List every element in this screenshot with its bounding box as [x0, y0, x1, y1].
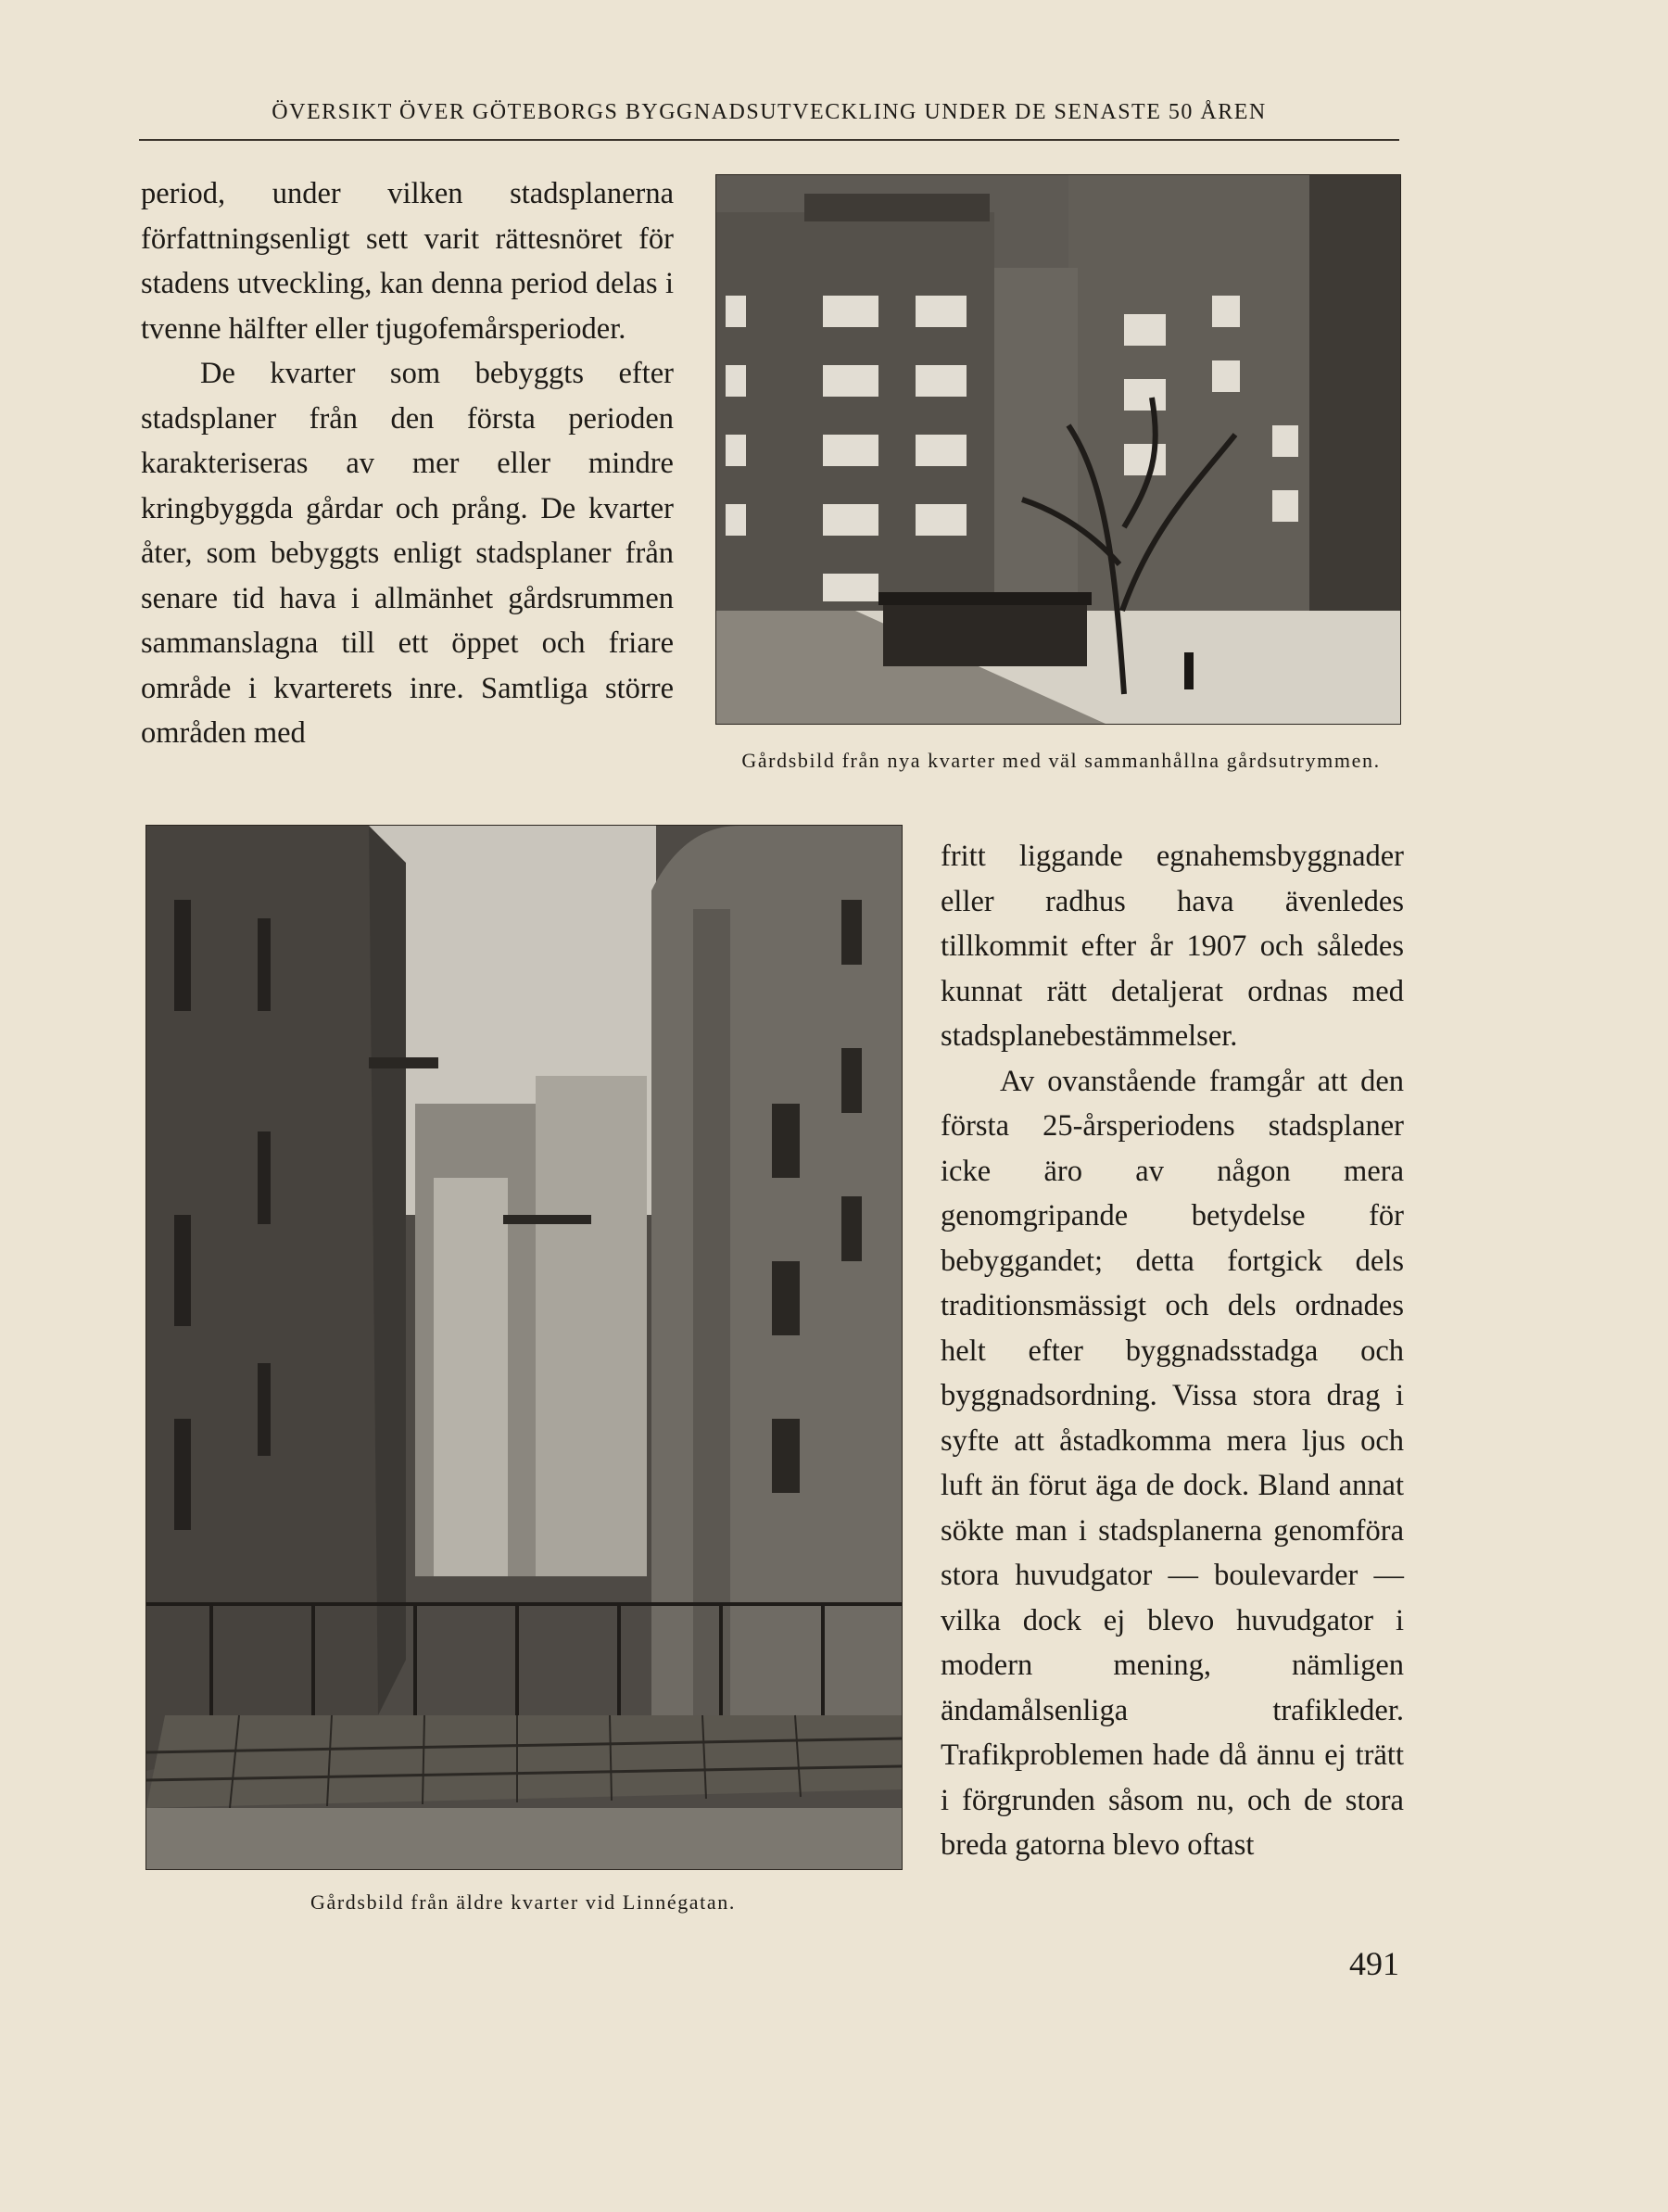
paragraph: Av ovanstående framgår att den första 25-årsperiodens stadsplaner icke äro av någon mera genomgripande betydelse för bebyggandet; detta fortgick dels traditionsmässigt och dels ordnades helt efter byggnadsstadga och byggnadsordning. Vissa stora drag i syfte att åstadkomma mera ljus och luft än förut äga de dock. Bland annat sökte man i stadsplanerna genomföra stora huvudgator — boulevarder — vilka dock ej blevo huvudgator i modern mening, nämligen ändamålsenliga trafikleder. Trafikproblemen hade då ännu ej trätt i förgrunden såsom nu, och de stora breda gatorna blevo oftast — [941, 1064, 1404, 1862]
page-number: 491 — [1349, 1945, 1399, 1982]
figure-caption: Gårdsbild från nya kvarter med väl sammanhållna gårdsutrymmen. — [741, 749, 1381, 772]
courtyard-photo-new-blocks — [715, 174, 1401, 725]
paragraph: period, under vilken stadsplanerna författningsenligt sett varit rättesnöret för stadens utveckling, kan denna period delas i tvenne hälfter eller tjugofemårsperioder. — [141, 177, 674, 346]
paragraph: De kvarter som bebyggts efter stadsplaner från den första perioden karakteriseras av mer eller mindre kringbyggda gårdar och prång. De kvarter åter, som bebyggts enligt stadsplaner från senare tid hava i allmänhet gårdsrummen sammanslagna till ett öppet och friare område i kvarterets inre. Samtliga större områden med — [141, 357, 674, 750]
header-rule — [139, 139, 1399, 141]
photo-illustration — [146, 826, 902, 1869]
figure-caption: Gårdsbild från äldre kvarter vid Linnégatan. — [310, 1890, 736, 1914]
left-text-column — [141, 171, 674, 756]
running-head: ÖVERSIKT ÖVER GÖTEBORGS BYGGNADSUTVECKLING UNDER DE SENASTE 50 ÅREN — [272, 100, 1267, 124]
right-text-column — [941, 834, 1404, 1868]
courtyard-photo-linnegatan — [145, 825, 903, 1870]
paragraph: fritt liggande egnahemsbyggnader eller radhus hava ävenledes tillkommit efter år 1907 och således kunnat rätt detaljerat ordnas med stadsplanebestämmelser. — [941, 840, 1404, 1053]
photo-illustration — [716, 175, 1400, 724]
